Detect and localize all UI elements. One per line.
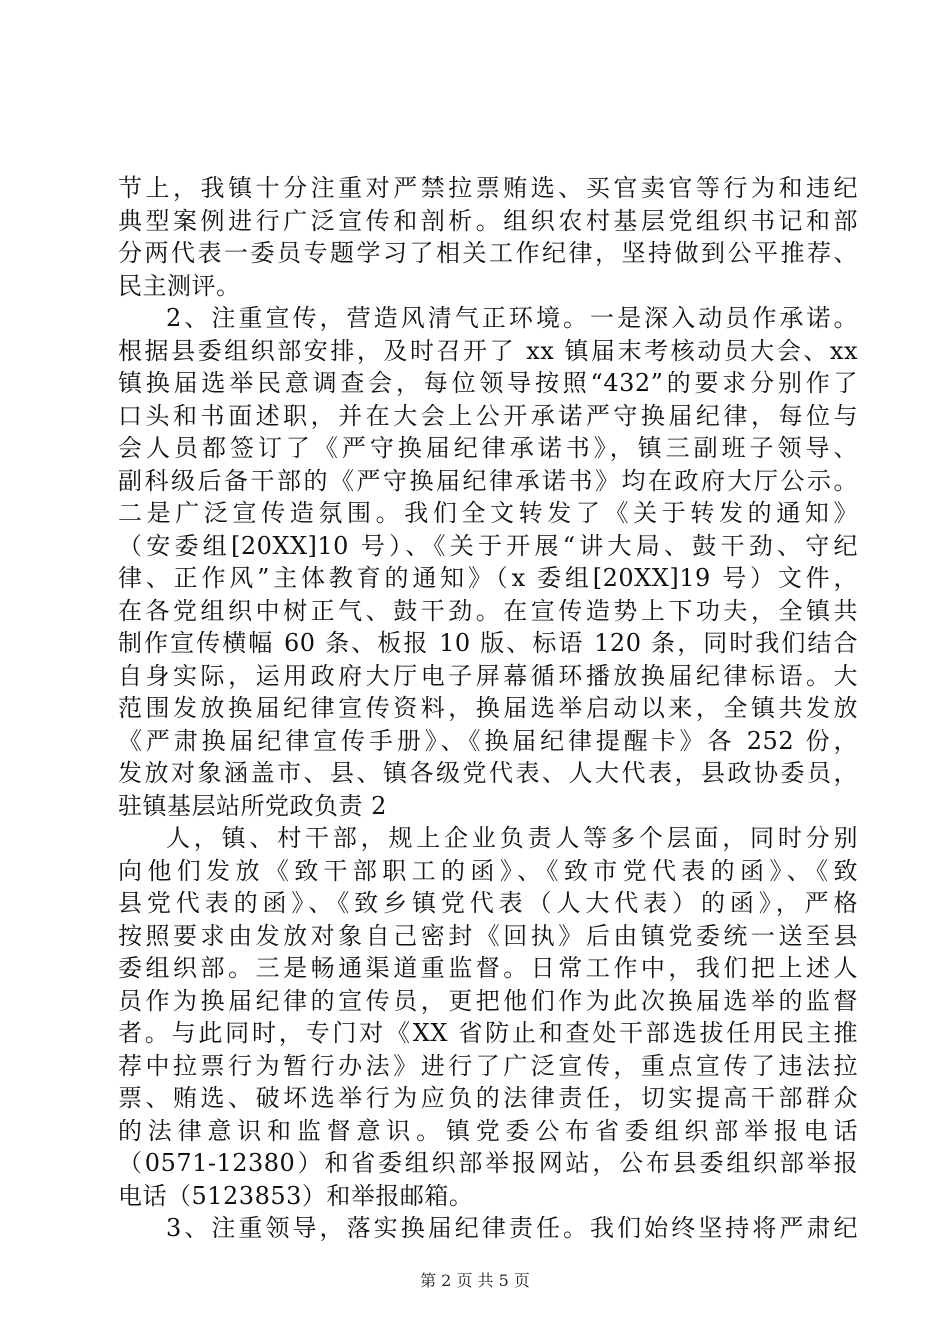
text-line: （0571-12380）和省委组织部举报网站，公布县委组织部举报 bbox=[118, 1149, 858, 1177]
text-line: 口头和书面述职，并在大会上公开承诺严守换届纪律，每位与 bbox=[118, 401, 858, 430]
text-line: 的法律意识和监督意识。镇党委公布省委组织部举报电话 bbox=[118, 1116, 858, 1145]
text-line: 发放对象涵盖市、县、镇各级党代表、人大代表，县政协委员， bbox=[118, 759, 858, 787]
text-line: 驻镇基层站所党政负责 2 bbox=[118, 791, 387, 820]
text-line: 按照要求由发放对象自己密封《回执》后由镇党委统一送至县 bbox=[118, 921, 858, 950]
paragraph-3-heading-line: 3、注重领导，落实换届纪律责任。我们始终坚持将严肃纪 bbox=[166, 1214, 858, 1242]
text-line: 《严肃换届纪律宣传手册》、《换届纪律提醒卡》各 252 份， bbox=[118, 726, 858, 755]
text-line: 向他们发放《致干部职工的函》、《致市党代表的函》、《致 bbox=[118, 856, 858, 885]
paragraph-2-heading-line: 2、注重宣传，营造风清气正环境。一是深入动员作承诺。 bbox=[166, 304, 858, 332]
text-line: 范围发放换届纪律宣传资料，换届选举启动以来，全镇共发放 bbox=[118, 694, 858, 722]
text-line: 典型案例进行广泛宣传和剖析。组织农村基层党组织书记和部 bbox=[118, 206, 858, 235]
text-line: 副科级后备干部的《严守换届纪律承诺书》均在政府大厅公示。 bbox=[118, 466, 858, 495]
text-line: 在各党组织中树正气、鼓干劲。在宣传造势上下功夫，全镇共 bbox=[118, 596, 858, 625]
page-number-footer: 第 2 页 共 5 页 bbox=[420, 1271, 530, 1290]
text-line: 会人员都签订了《严守换届纪律承诺书》，镇三副班子领导、 bbox=[118, 434, 858, 462]
paragraph-continuation-line: 人，镇、村干部，规上企业负责人等多个层面，同时分别 bbox=[166, 824, 858, 852]
text-line: 民主测评。 bbox=[118, 271, 241, 300]
text-line: 镇换届选举民意调查会，每位领导按照“432”的要求分别作了 bbox=[118, 369, 858, 397]
text-line: 节上，我镇十分注重对严禁拉票贿选、买官卖官等行为和违纪 bbox=[118, 174, 858, 202]
text-line: 自身实际，运用政府大厅电子屏幕循环播放换届纪律标语。大 bbox=[118, 661, 858, 690]
text-line: 律、正作风”主体教育的通知》（x 委组[20XX]19 号）文件， bbox=[118, 564, 858, 592]
text-line: 分两代表一委员专题学习了相关工作纪律，坚持做到公平推荐、 bbox=[118, 239, 858, 267]
text-line: 制作宣传横幅 60 条、板报 10 版、标语 120 条，同时我们结合 bbox=[118, 629, 858, 657]
text-line: 员作为换届纪律的宣传员，更把他们作为此次换届选举的监督 bbox=[118, 986, 858, 1015]
text-line: 委组织部。三是畅通渠道重监督。日常工作中，我们把上述人 bbox=[118, 954, 858, 982]
text-line: 二是广泛宣传造氛围。我们全文转发了《关于转发的通知》 bbox=[118, 499, 858, 527]
text-line: 者。与此同时，专门对《XX 省防止和查处干部选拔任用民主推 bbox=[118, 1019, 858, 1047]
text-line: （安委组[20XX]10 号）、《关于开展“讲大局、鼓干劲、守纪 bbox=[118, 531, 858, 560]
document-body bbox=[118, 172, 858, 1245]
text-line: 票、贿选、破坏选举行为应负的法律责任，切实提高干部群众 bbox=[118, 1084, 858, 1112]
text-line: 县党代表的函》、《致乡镇党代表（人大代表）的函》，严格 bbox=[118, 889, 858, 917]
text-line: 电话（5123853）和举报邮箱。 bbox=[118, 1181, 474, 1210]
text-line: 根据县委组织部安排，及时召开了 xx 镇届末考核动员大会、xx bbox=[118, 336, 858, 365]
text-line: 荐中拉票行为暂行办法》进行了广泛宣传，重点宣传了违法拉 bbox=[118, 1051, 858, 1080]
